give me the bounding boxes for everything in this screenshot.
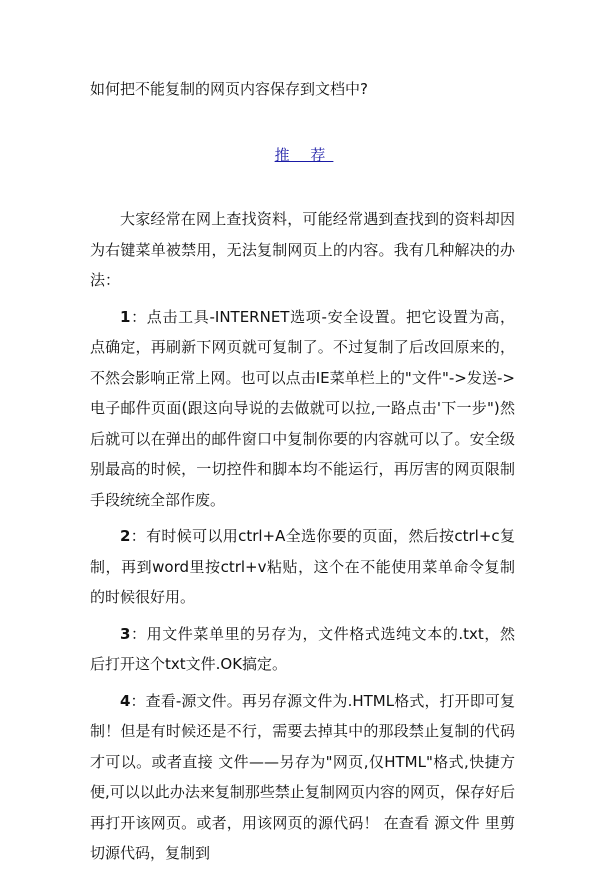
method-number: 4 xyxy=(120,691,131,710)
paragraph-text: 大家经常在网上查找资料，可能经常遇到查找到的资料却因为右键菜单被禁用，无法复制网页上的内容。我有几种解决的办法： xyxy=(90,210,515,289)
method-4-paragraph xyxy=(90,686,515,869)
recommend-link[interactable]: 推 荐 xyxy=(274,146,334,164)
paragraph-text: ：点击工具-INTERNET选项-安全设置。把它设置为高，点确定，再刷新下网页就可复制了。不过复制了后改回原来的，不然会影响正常上网。也可以点击IE菜单栏上的"文件"->发送->电子邮件页面(跟这向导说的去做就可以拉,一路点击'下一步")然后就可以在弹出的邮件窗口中复制你要的内容就可以了。安全级别最高的时候，一切控件和脚本均不能运行，再厉害的网页限制手段统统全部作废。 xyxy=(90,307,515,509)
method-3-paragraph xyxy=(90,619,515,680)
method-number: 2 xyxy=(120,527,131,545)
paragraph-text: ：查看-源文件。再另存源文件为.HTML格式，打开即可复制！但是有时候还是不行，需要去掉其中的那段禁止复制的代码才可以。或者直接 文件——另存为"网页,仅HTML"格式,快捷方便,可以以此办法来复制那些禁止复制网页内容的网页，保存好后再打开该网页。或者，用该网页的源代码！ 在查看 源文件 里剪切源代码，复制到 xyxy=(90,691,515,862)
method-number: 1 xyxy=(120,307,131,326)
page-title: 如何把不能复制的网页内容保存到文档中? xyxy=(90,80,368,98)
method-1-paragraph xyxy=(90,302,515,516)
recommend-row xyxy=(0,144,600,166)
method-number: 3 xyxy=(120,624,131,643)
paragraph-text: ：有时候可以用ctrl+A全选你要的页面，然后按ctrl+c复制，再到word里按ctrl+v粘贴，这个在不能使用菜单命令复制的时候很好用。 xyxy=(90,527,515,606)
intro-paragraph xyxy=(90,204,515,296)
method-2-paragraph xyxy=(90,521,515,613)
article-body xyxy=(90,204,515,875)
paragraph-text: ：用文件菜单里的另存为，文件格式选纯文本的.txt，然后打开这个txt文件.OK搞定。 xyxy=(90,624,515,673)
